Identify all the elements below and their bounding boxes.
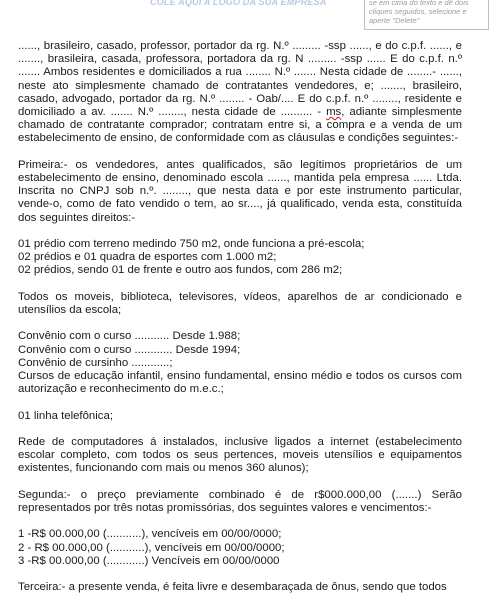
instruction-hint-box: se em cima do texto e dê dois cliques seguidos, selecione e aperte "Delete" xyxy=(364,0,489,30)
property-item: 02 prédios, sendo 01 de frente e outro aos fundos, com 286 m2; xyxy=(18,264,343,277)
property-item: 01 prédio com terreno medindo 750 m2, onde funciona a pré-escola; xyxy=(18,238,365,251)
moveis-paragraph: Todos os moveis, biblioteca, televisores, vídeos, aparelhos de ar condicionado e utensílios da escola; xyxy=(18,290,462,317)
intro-paragraph xyxy=(18,40,462,146)
convenio-item: Convênio com o curso ........... Desde 1.988; xyxy=(18,330,241,343)
contract-document xyxy=(18,40,462,594)
logo-placeholder-text: COLE AQUI A LOGO DA SUA EMPRESA xyxy=(150,0,327,7)
telefone-paragraph: 01 linha telefônica; xyxy=(18,409,113,422)
property-item: 02 prédios e 01 quadra de esportes com 1.000 m2; xyxy=(18,251,277,264)
intro-text-a: ......, brasileiro, casado, professor, portador da rg. N.º ......... -ssp ......, e do c.p.f. ......, e ......., brasileira, casada, professora, portadora da rg. N ......... -ssp ...... E do c.p.f. n.º ....... Ambos residentes e domiciliados a rua ........ N.º ....... Nesta cidade de ........- ......, neste ato simplesmente chamado de contratantes vendedores, e; ......., brasileiro, casado, advogado, portador da rg. N.º ........ - Oab/.... E do c.p.f. n.º ........, residente e domiciliado a av. ....... N.º ........, nesta cidade de .......... - xyxy=(18,40,462,119)
convenio-item: Convênio de cursinho ............; xyxy=(18,356,173,369)
rede-paragraph: Rede de computadores á instalados, inclusive ligados a internet (estabelecimento escolar completo, com todos os seus pertences, moveis utensílios e equipamentos existentes, funcionando com mais ou menos 360 alunos); xyxy=(18,436,462,475)
spellcheck-word: ms xyxy=(326,106,342,119)
clause-primeira: Primeira:- os vendedores, antes qualificados, são legítimos proprietários de um estabelecimento de ensino, denominado escola ......, mantida pela empresa ...... Ltda. Inscrita no CNPJ sob n.º. ........, que nesta data e por este instrumento particular, vende-o, como de fato vendido o tem, ao sr...., já qualificado, venda esta, constituída dos seguintes direitos:- xyxy=(18,158,462,224)
promissory-note-item: 3 -R$ 00.000,00 (............) Vencíveis em 00/00/0000 xyxy=(18,554,280,567)
intro-text-b: , adiante simplesmente chamado de contratante comprador; contratam entre si, a compra e a venda de um estabelecimento de ensino, de conformidade com as cláusulas e condições seguintes:- xyxy=(18,106,462,145)
promissory-note-item: 1 -R$ 00.000,00 (...........), vencíveis em 00/00/0000; xyxy=(18,528,282,541)
promissory-note-item: 2 - R$ 00.000,00 (...........), vencíveis em 00/00/0000; xyxy=(18,541,285,554)
convenio-item: Convênio com o curso ............ Desde 1994; xyxy=(18,343,241,356)
cursos-paragraph: Cursos de educação infantil, ensino fundamental, ensino médio e todos os cursos com autorização e reconhecimento do m.e.c.; xyxy=(18,370,462,396)
clause-segunda: Segunda:- o preço previamente combinado é de r$000.000,00 (.......) Serão representados por três notas promissórias, dos seguintes valores e vencimentos:- xyxy=(18,488,462,514)
clause-terceira: Terceira:- a presente venda, é feita livre e desembaraçada de ônus, sendo que todos xyxy=(18,581,447,594)
